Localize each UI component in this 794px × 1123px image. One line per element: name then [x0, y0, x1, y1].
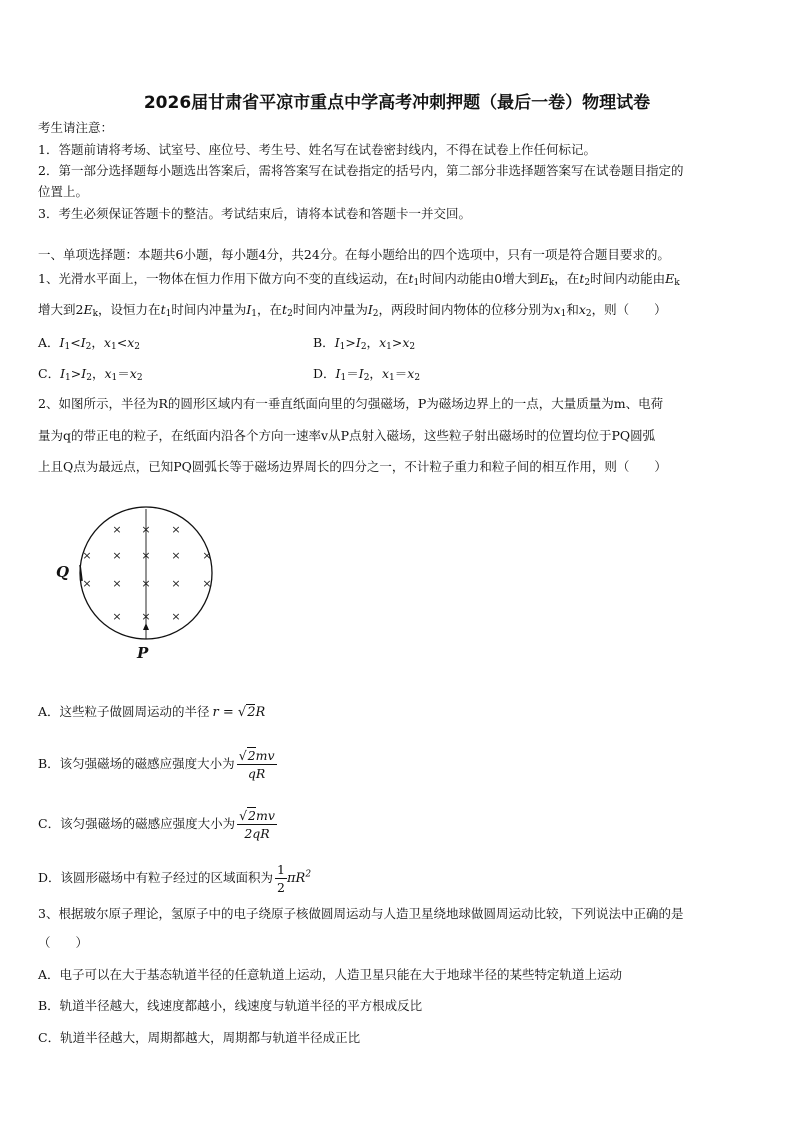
- q2-line2: 量为q的带正电的粒子，在纸面内沿各个方向一速率v从P点射入磁场，这些粒子射出磁场时的位置均位于PQ圆弧: [38, 428, 656, 443]
- cross-mark: ×: [171, 523, 181, 536]
- q1-option-a: A．$I_1<I_2$，$x_1<x_2$: [38, 335, 140, 352]
- cross-mark: ×: [112, 523, 122, 536]
- cross-mark: ×: [82, 549, 92, 562]
- q1-option-b: B．$I_1>I_2$，$x_1>x_2$: [313, 335, 416, 352]
- q3-option-b: B．轨道半径越大，线速度都越小，线速度与轨道半径的平方根成反比: [38, 998, 423, 1013]
- cross-mark: ×: [141, 577, 151, 590]
- section-heading: 一、单项选择题：本题共6小题，每小题4分，共24分。在每小题给出的四个选项中，只有一项是符合题目要求的。: [38, 247, 670, 262]
- q2-line3: 上且Q点为最远点，已知PQ圆弧长等于磁场边界周长的四分之一，不计粒子重力和粒子间的相互作用，则（ ）: [38, 459, 667, 474]
- cross-mark: ×: [171, 610, 181, 623]
- cross-mark: ×: [112, 610, 122, 623]
- q3-option-a: A．电子可以在大于基态轨道半径的任意轨道上运动，人造卫星只能在大于地球半径的某些特定轨道上运动: [38, 967, 623, 982]
- q2-line1: 2、如图所示，半径为R的圆形区域内有一垂直纸面向里的匀强磁场，P为磁场边界上的一点，大量质量为m、电荷: [38, 396, 664, 411]
- cross-mark: ×: [141, 549, 151, 562]
- q1-line2: 增大到$2E_k$，设恒力在$t_1$时间内冲量为$I_1$，在$t_2$时间内冲量为$I_2$，两段时间内物体的位移分别为$x_1$和$x_2$，则（ ）: [38, 302, 667, 319]
- q2-option-c: C．该匀强磁场的磁感应强度大小为 $\frac{√2mv}{2qR}$: [38, 808, 275, 841]
- cross-mark: ×: [112, 577, 122, 590]
- cross-mark: ×: [202, 577, 212, 590]
- cross-mark: ×: [141, 610, 151, 623]
- notice-item-3: 3．考生必须保证答题卡的整洁。考试结束后，请将本试卷和答题卡一并交回。: [38, 206, 471, 221]
- field-cross-marks: [82, 523, 211, 623]
- notice-heading: 考生请注意：: [38, 120, 114, 135]
- q1-option-c: C．$I_1>I_2$，$x_1=x_2$: [38, 366, 143, 383]
- notice-item-1: 1．答题前请将考场、试室号、座位号、考生号、姓名写在试卷密封线内，不得在试卷上作任何标记。: [38, 142, 596, 157]
- page-title: 2026届甘肃省平凉市重点中学高考冲刺押题（最后一卷）物理试卷: [143, 93, 651, 113]
- q3-line2: （ ）: [38, 935, 89, 950]
- cross-mark: ×: [202, 549, 212, 562]
- cross-mark: ×: [82, 577, 92, 590]
- notice-item-2-cont: 位置上。: [38, 184, 89, 199]
- cross-mark: ×: [141, 523, 151, 536]
- arrow-icon: [143, 623, 149, 630]
- q1-option-d: D．$I_1=I_2$，$x_1=x_2$: [313, 366, 421, 383]
- cross-mark: ×: [171, 549, 181, 562]
- label-q: Q: [56, 563, 70, 581]
- cross-mark: ×: [171, 577, 181, 590]
- notice-item-2: 2．第一部分选择题每小题选出答案后，需将答案写在试卷指定的括号内，第二部分非选择题答案写在试卷题目指定的: [38, 163, 684, 178]
- magnetic-field-diagram: [50, 505, 230, 665]
- q2-option-a: A．这些粒子做圆周运动的半径 r = √2R: [38, 704, 266, 720]
- q3-line1: 3、根据玻尔原子理论，氢原子中的电子绕原子核做圆周运动与人造卫星绕地球做圆周运动比较，下列说法中正确的是: [38, 906, 684, 921]
- q2-option-b: B．该匀强磁场的磁感应强度大小为 $\frac{√2mv}{qR}$: [38, 748, 275, 781]
- label-p: P: [137, 644, 149, 662]
- q1-line1: 1、光滑水平面上，一物体在恒力作用下做方向不变的直线运动，在$t_1$时间内动能由0增大到$E_k$，在$t_2$时间内动能由$E_k$: [38, 271, 680, 288]
- q2-option-d: D．该圆形磁场中有粒子经过的区域面积为 $\frac{1}{2}$ $\pi R^2$: [38, 862, 312, 895]
- q3-option-c: C．轨道半径越大，周期都越大，周期都与轨道半径成正比: [38, 1030, 361, 1045]
- cross-mark: ×: [112, 549, 122, 562]
